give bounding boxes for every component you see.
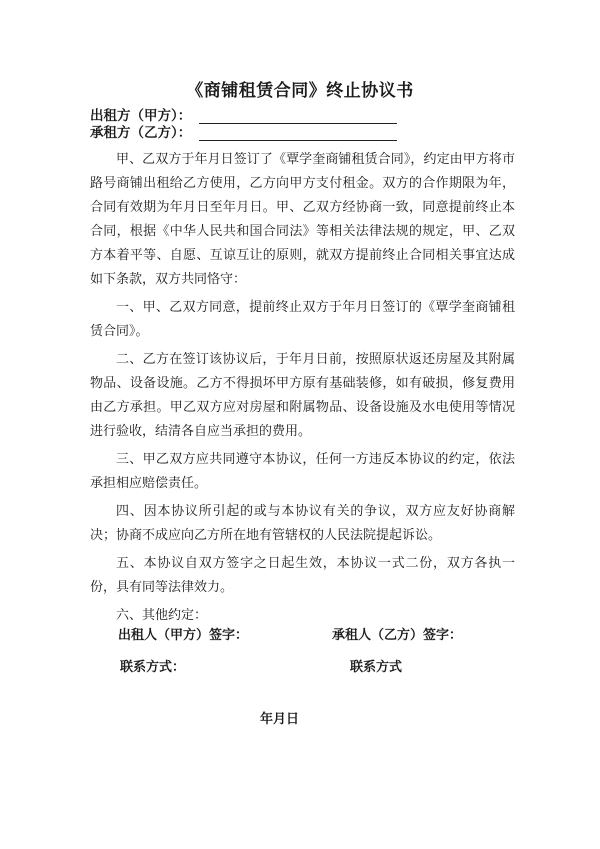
document-title: 《商铺租赁合同》终止协议书: [186, 81, 414, 101]
lessor-contact-label: 联系方式：: [120, 660, 186, 675]
clause-1: 一、甲、乙双方同意，提前终止双方于年月日签订的《覃学奎商铺租赁合同》。: [90, 300, 515, 339]
clause-3: 三、甲乙双方应共同遵守本协议，任何一方违反本协议的约定，依法承担相应赔偿责任。: [90, 452, 515, 491]
agreement-body: [90, 148, 515, 632]
preamble-paragraph: 甲、乙双方于年月日签订了《覃学奎商铺租赁合同》，约定由甲方将市路号商铺出租给乙方使用，乙方向甲方支付租金。双方的合作期限为年，合同有效期为年月日至年月日。甲、乙双方经协商一致，同意提前终止本合同，根据《中华人民共和国合同法》等相关法律法规的规定，甲、乙双方本着平等、自愿、互谅互让的原则，就双方提前终止合同相关事宜达成如下条款，双方共同恪守：: [90, 152, 515, 287]
lessee-party-row: [90, 121, 397, 141]
lessee-name-blank: [199, 126, 397, 141]
clause-6: 六、其他约定：: [116, 608, 208, 623]
clause-2: 二、乙方在签订该协议后，于年月日前，按照原状返还房屋及其附属物品、设备设施。乙方不得损坏甲方原有基础装修，如有破损，修复费用由乙方承担。甲乙双方应对房屋和附属物品、设备设施及水电使用等情况进行验收，结清各自应当承担的费用。: [90, 352, 515, 439]
signing-date: 年月日: [260, 712, 300, 727]
lessor-signature-label: 出租人（甲方）签字：: [118, 628, 249, 643]
lessee-signature-label: 承租人（乙方）签字：: [332, 628, 463, 643]
lessee-contact-label: 联系方式: [350, 660, 403, 675]
clause-4: 四、因本协议所引起的或与本协议有关的争议，双方应友好协商解决；协商不成应向乙方所在地有管辖权的人民法院提起诉讼。: [90, 504, 515, 543]
clause-5: 五、本协议自双方签字之日起生效，本协议一式二份，双方各执一份，具有同等法律效力。: [90, 556, 515, 595]
lessee-party-label: 承租方（乙方）：: [90, 125, 192, 141]
lessor-party-label: 出租方（甲方）：: [90, 108, 192, 124]
